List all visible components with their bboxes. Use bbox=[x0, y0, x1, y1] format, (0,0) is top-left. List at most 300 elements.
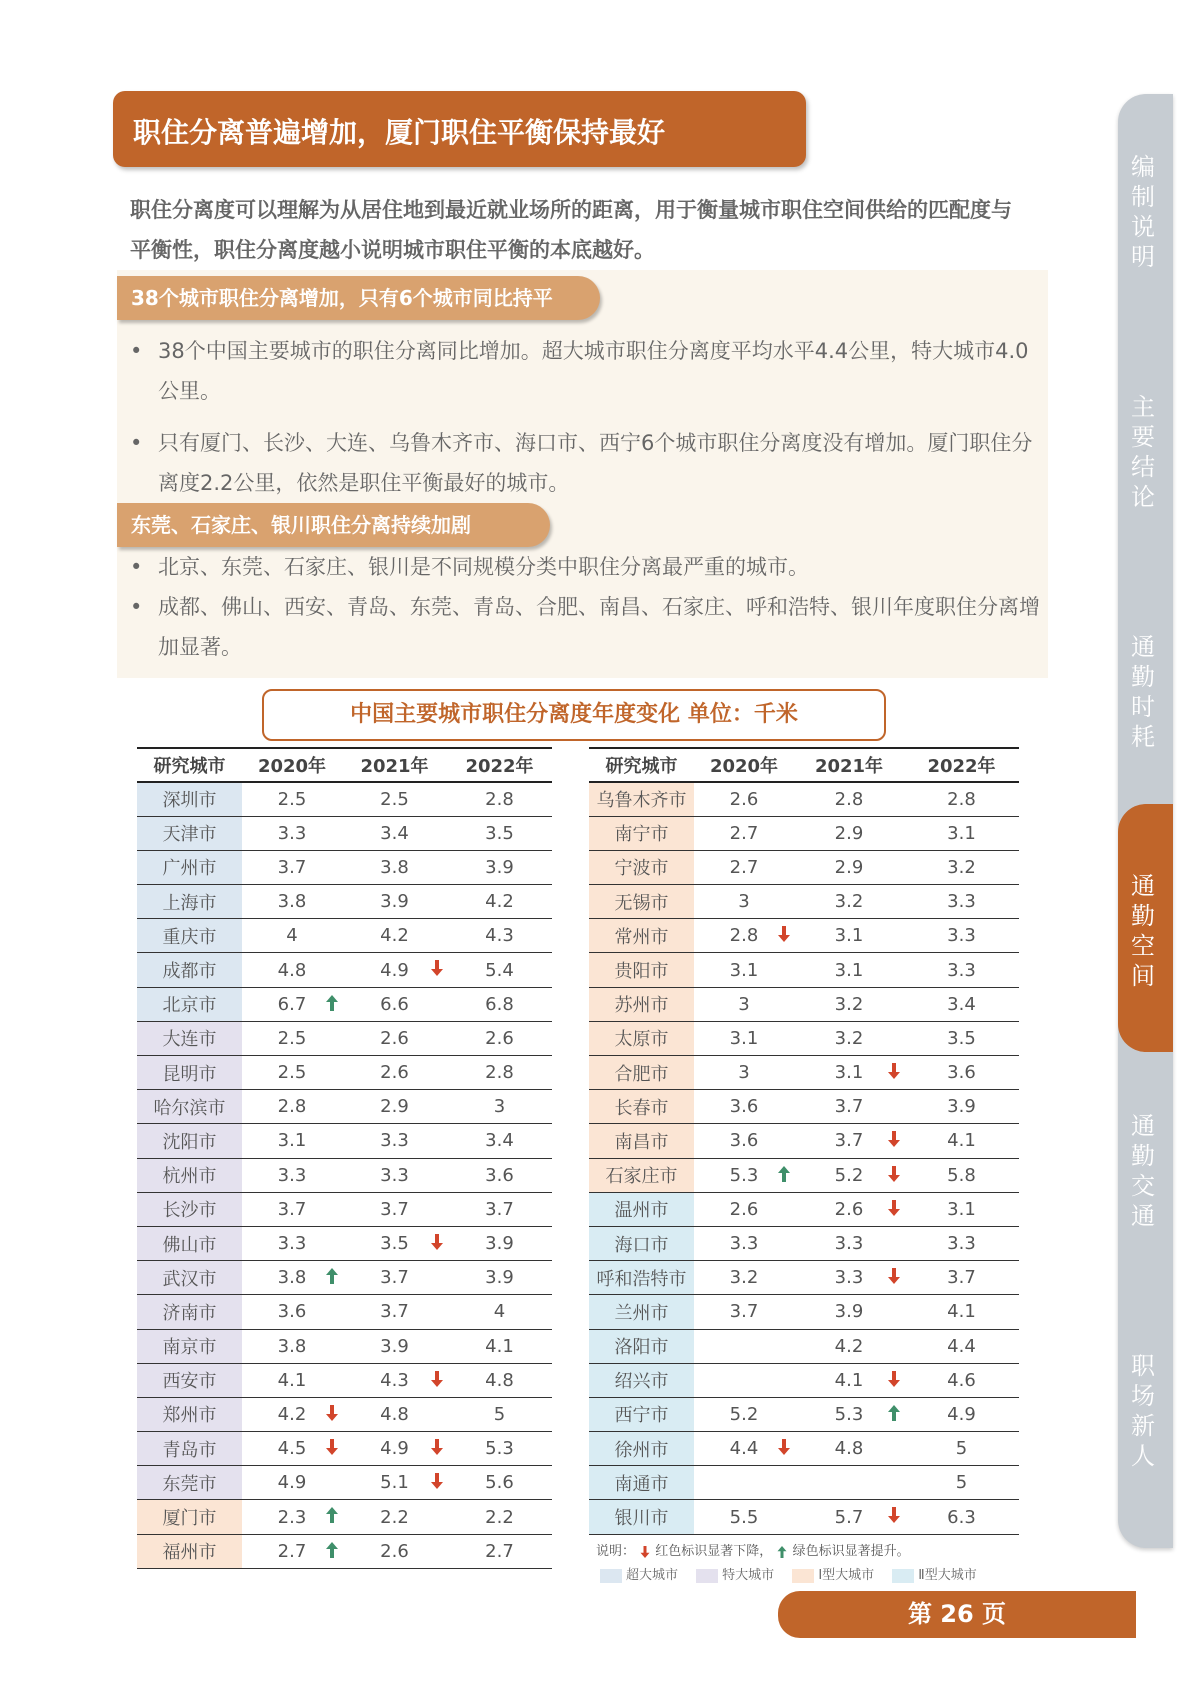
value-2020-cell bbox=[694, 850, 794, 884]
value-2020-cell bbox=[242, 1226, 342, 1260]
city-cell bbox=[589, 850, 694, 884]
table-row bbox=[137, 1021, 552, 1055]
value-2022-text: 6.3 bbox=[947, 1506, 976, 1528]
city-cell bbox=[589, 1021, 694, 1055]
table-row bbox=[589, 953, 1019, 987]
value-2021-text: 3.3 bbox=[380, 1164, 409, 1186]
value-2021-text: 4.1 bbox=[834, 1369, 864, 1391]
value-2020-cell bbox=[242, 1056, 342, 1090]
value-2022-cell bbox=[904, 1192, 1019, 1226]
value-2021-text: 3.8 bbox=[380, 856, 409, 878]
city-cell bbox=[137, 885, 242, 919]
sidebar-item-zhichangxinren[interactable]: 职场新人 bbox=[1131, 1352, 1155, 1470]
city-cell bbox=[137, 1226, 242, 1260]
city-text: 济南市 bbox=[162, 1302, 217, 1324]
value-2020-cell bbox=[694, 1158, 794, 1192]
city-text: 长沙市 bbox=[162, 1200, 217, 1222]
value-2020-cell bbox=[242, 1432, 342, 1466]
city-cell bbox=[589, 1466, 694, 1500]
value-2022-text: 4 bbox=[493, 1301, 506, 1323]
city-text: 合肥市 bbox=[614, 1063, 669, 1085]
city-text: 贵阳市 bbox=[614, 961, 669, 983]
value-2021-cell bbox=[342, 1466, 447, 1500]
arrow-up-icon bbox=[324, 1267, 340, 1285]
arrow-down-icon bbox=[886, 1062, 902, 1080]
arrow-up-icon bbox=[776, 1165, 792, 1183]
value-2021-text: 2.6 bbox=[380, 1062, 409, 1084]
value-2021-cell bbox=[342, 885, 447, 919]
sidebar-item-tongqinjiaotong[interactable]: 通勤交通 bbox=[1131, 1112, 1155, 1230]
value-2020-text: 3.7 bbox=[277, 856, 307, 878]
value-2020-cell bbox=[694, 1261, 794, 1295]
legend-swatch bbox=[792, 1569, 814, 1583]
value-2021-cell bbox=[794, 1397, 904, 1431]
value-2020-text: 3.7 bbox=[277, 1198, 307, 1220]
arrow-down-icon bbox=[324, 1404, 340, 1422]
value-2020-text: 3.3 bbox=[277, 1233, 307, 1255]
value-2021-cell bbox=[794, 1056, 904, 1090]
value-2020-cell bbox=[242, 1534, 342, 1568]
value-2021-cell bbox=[342, 953, 447, 987]
section-header-title: 职住分离普遍增加，厦门职住平衡保持最好 bbox=[133, 116, 666, 149]
city-text: 石家庄市 bbox=[605, 1166, 678, 1188]
value-2020-text: 2.3 bbox=[277, 1506, 307, 1528]
value-2020-cell bbox=[242, 1397, 342, 1431]
city-table-right bbox=[589, 747, 1019, 1535]
city-text: 南京市 bbox=[162, 1337, 217, 1359]
value-2021-text: 3.9 bbox=[380, 1335, 409, 1357]
city-text: 徐州市 bbox=[614, 1439, 669, 1461]
value-2021-cell bbox=[794, 1329, 904, 1363]
city-table-left bbox=[137, 747, 552, 1569]
header-2021: 2021年 bbox=[794, 748, 904, 782]
value-2021-cell bbox=[794, 1226, 904, 1260]
city-text: 昆明市 bbox=[162, 1063, 217, 1085]
arrow-up-icon bbox=[324, 994, 340, 1012]
table-row bbox=[589, 987, 1019, 1021]
value-2021-cell bbox=[342, 1363, 447, 1397]
value-2021-text: 3.3 bbox=[834, 1233, 864, 1255]
value-2021-text: 5.7 bbox=[834, 1506, 864, 1528]
value-2021-text: 6.6 bbox=[380, 993, 409, 1015]
value-2022-cell bbox=[904, 1363, 1019, 1397]
value-2022-cell bbox=[447, 1363, 552, 1397]
value-2021-text: 4.8 bbox=[380, 1403, 409, 1425]
value-2022-cell bbox=[447, 1056, 552, 1090]
value-2022-cell bbox=[904, 1329, 1019, 1363]
value-2022-cell bbox=[447, 1021, 552, 1055]
list-item bbox=[130, 423, 1040, 503]
value-2022-text: 3.5 bbox=[947, 1027, 976, 1049]
city-cell bbox=[137, 919, 242, 953]
value-2021-cell bbox=[342, 816, 447, 850]
value-2021-text: 2.6 bbox=[834, 1198, 864, 1220]
city-cell bbox=[589, 782, 694, 816]
bullet-marker: • bbox=[130, 555, 143, 579]
sidebar-item-tongqinkongjian[interactable]: 通勤空间 bbox=[1131, 872, 1155, 990]
value-2020-cell bbox=[694, 1500, 794, 1534]
value-2022-text: 2.6 bbox=[485, 1027, 514, 1049]
section1-tag: 38个城市职住分离增加，只有6个城市同比持平 bbox=[117, 276, 600, 320]
value-2021-cell bbox=[794, 816, 904, 850]
value-2021-cell bbox=[342, 1295, 447, 1329]
value-2022-cell bbox=[904, 1295, 1019, 1329]
value-2020-cell bbox=[242, 987, 342, 1021]
table-header-row bbox=[589, 748, 1019, 782]
value-2020-text: 3.7 bbox=[729, 1301, 759, 1323]
city-text: 成都市 bbox=[162, 961, 217, 983]
note-down-text: 红色标识显著下降， bbox=[655, 1544, 773, 1559]
sidebar-item-bianzhishuoming[interactable]: 编制说明 bbox=[1131, 153, 1155, 271]
arrow-down-icon bbox=[886, 1130, 902, 1148]
value-2022-text: 2.8 bbox=[947, 788, 976, 810]
city-text: 佛山市 bbox=[162, 1234, 217, 1256]
value-2020-cell bbox=[694, 1466, 794, 1500]
city-cell bbox=[137, 1090, 242, 1124]
value-2022-cell bbox=[447, 1466, 552, 1500]
value-2021-text: 2.5 bbox=[380, 788, 409, 810]
value-2022-text: 5.8 bbox=[947, 1164, 976, 1186]
table-row bbox=[137, 1432, 552, 1466]
value-2020-cell bbox=[242, 1363, 342, 1397]
value-2022-text: 5.4 bbox=[485, 959, 514, 981]
value-2020-text: 2.7 bbox=[277, 1540, 307, 1562]
value-2020-text: 6.7 bbox=[277, 993, 307, 1015]
arrow-down-icon bbox=[429, 1233, 445, 1251]
value-2022-cell bbox=[447, 782, 552, 816]
city-cell bbox=[137, 1534, 242, 1568]
legend-label: 特大城市 bbox=[722, 1568, 775, 1583]
city-text: 南宁市 bbox=[614, 824, 669, 846]
city-cell bbox=[137, 1261, 242, 1295]
arrow-down-icon bbox=[776, 925, 792, 943]
city-cell bbox=[589, 953, 694, 987]
table-row bbox=[589, 1363, 1019, 1397]
value-2021-text: 2.2 bbox=[380, 1506, 409, 1528]
legend-item-super bbox=[600, 1564, 678, 1583]
table-row bbox=[137, 1261, 552, 1295]
city-cell bbox=[589, 1192, 694, 1226]
list-item bbox=[130, 547, 1040, 587]
header-2020: 2020年 bbox=[242, 748, 342, 782]
table-row bbox=[589, 1158, 1019, 1192]
value-2022-cell bbox=[904, 1056, 1019, 1090]
value-2020-cell bbox=[694, 1226, 794, 1260]
arrow-down-icon bbox=[886, 1370, 902, 1388]
value-2020-cell bbox=[242, 919, 342, 953]
city-cell bbox=[137, 1158, 242, 1192]
value-2021-cell bbox=[794, 1363, 904, 1397]
city-cell bbox=[137, 1021, 242, 1055]
value-2021-cell bbox=[342, 1329, 447, 1363]
value-2021-text: 2.9 bbox=[834, 822, 864, 844]
list-item bbox=[130, 587, 1040, 667]
city-text: 银川市 bbox=[614, 1508, 669, 1530]
city-cell bbox=[589, 1124, 694, 1158]
value-2020-text: 3.3 bbox=[277, 822, 307, 844]
city-cell bbox=[137, 850, 242, 884]
city-cell bbox=[589, 1226, 694, 1260]
value-2021-cell bbox=[794, 1261, 904, 1295]
value-2020-cell bbox=[694, 816, 794, 850]
city-cell bbox=[589, 816, 694, 850]
value-2022-text: 3.7 bbox=[947, 1267, 976, 1289]
table-row bbox=[137, 782, 552, 816]
value-2022-text: 3.3 bbox=[947, 959, 976, 981]
city-text: 杭州市 bbox=[162, 1166, 217, 1188]
value-2022-cell bbox=[447, 1158, 552, 1192]
value-2021-text: 3.3 bbox=[380, 1130, 409, 1152]
value-2022-cell bbox=[447, 885, 552, 919]
city-cell bbox=[137, 816, 242, 850]
value-2022-cell bbox=[904, 1226, 1019, 1260]
city-text: 兰州市 bbox=[614, 1302, 669, 1324]
value-2020-text: 4 bbox=[286, 925, 298, 947]
value-2020-cell bbox=[694, 1397, 794, 1431]
arrow-down-icon bbox=[429, 1438, 445, 1456]
value-2021-cell bbox=[794, 1021, 904, 1055]
table-row bbox=[589, 850, 1019, 884]
table-row bbox=[589, 1397, 1019, 1431]
value-2021-cell bbox=[794, 919, 904, 953]
city-text: 重庆市 bbox=[162, 926, 217, 948]
value-2021-text: 3.4 bbox=[380, 822, 409, 844]
value-2021-text: 4.8 bbox=[834, 1438, 864, 1460]
table-row bbox=[137, 987, 552, 1021]
city-text: 郑州市 bbox=[162, 1405, 217, 1427]
table-row bbox=[137, 1295, 552, 1329]
value-2022-cell bbox=[447, 987, 552, 1021]
value-2020-text: 2.5 bbox=[277, 1027, 307, 1049]
city-cell bbox=[589, 1329, 694, 1363]
table-row bbox=[137, 919, 552, 953]
bullet-text: 只有厦门、长沙、大连、乌鲁木齐市、海口市、西宁6个城市职住分离度没有增加。厦门职住分离度2.2公里，依然是职住平衡最好的城市。 bbox=[158, 431, 1033, 495]
city-text: 厦门市 bbox=[162, 1508, 217, 1530]
value-2022-cell bbox=[904, 782, 1019, 816]
value-2020-text: 5.2 bbox=[729, 1403, 759, 1425]
city-cell bbox=[589, 1432, 694, 1466]
value-2022-cell bbox=[904, 850, 1019, 884]
value-2022-cell bbox=[447, 1090, 552, 1124]
value-2021-text: 3.2 bbox=[834, 993, 864, 1015]
header-2020: 2020年 bbox=[694, 748, 794, 782]
value-2022-text: 3.3 bbox=[947, 891, 976, 913]
header-city: 研究城市 bbox=[589, 748, 694, 782]
value-2021-cell bbox=[794, 1466, 904, 1500]
legend-item-t2 bbox=[892, 1564, 976, 1583]
value-2021-cell bbox=[794, 1124, 904, 1158]
value-2020-text: 2.8 bbox=[729, 925, 759, 947]
city-cell bbox=[137, 1056, 242, 1090]
value-2021-cell bbox=[794, 1500, 904, 1534]
value-2021-text: 3.1 bbox=[834, 959, 864, 981]
value-2020-text: 2.6 bbox=[729, 788, 759, 810]
value-2021-cell bbox=[794, 1158, 904, 1192]
table-row bbox=[137, 1056, 552, 1090]
value-2020-cell bbox=[242, 1158, 342, 1192]
value-2021-cell bbox=[342, 1500, 447, 1534]
value-2022-cell bbox=[904, 1397, 1019, 1431]
value-2021-text: 3.2 bbox=[834, 891, 864, 913]
value-2022-cell bbox=[447, 1261, 552, 1295]
arrow-down-icon bbox=[886, 1506, 902, 1524]
value-2022-text: 4.1 bbox=[947, 1130, 976, 1152]
arrow-down-icon bbox=[639, 1545, 651, 1559]
legend-swatch bbox=[892, 1569, 914, 1583]
city-text: 哈尔滨市 bbox=[153, 1097, 226, 1119]
value-2022-text: 3.7 bbox=[485, 1198, 514, 1220]
value-2022-text: 2.2 bbox=[485, 1506, 514, 1528]
city-cell bbox=[137, 987, 242, 1021]
city-cell bbox=[589, 1397, 694, 1431]
value-2022-cell bbox=[447, 1534, 552, 1568]
city-cell bbox=[137, 1432, 242, 1466]
bullet-marker: • bbox=[130, 431, 143, 455]
table-header-row bbox=[137, 748, 552, 782]
city-text: 青岛市 bbox=[162, 1439, 217, 1461]
value-2020-cell bbox=[694, 1124, 794, 1158]
value-2022-cell bbox=[447, 1329, 552, 1363]
value-2020-cell bbox=[694, 1021, 794, 1055]
table-body bbox=[137, 782, 552, 1568]
value-2022-cell bbox=[447, 1226, 552, 1260]
value-2022-text: 3.1 bbox=[947, 1198, 976, 1220]
value-2021-cell bbox=[794, 987, 904, 1021]
value-2022-cell bbox=[447, 919, 552, 953]
value-2020-text: 4.9 bbox=[277, 1472, 307, 1494]
value-2022-text: 4.4 bbox=[947, 1335, 976, 1357]
city-cell bbox=[137, 1466, 242, 1500]
value-2022-text: 2.8 bbox=[485, 788, 514, 810]
table-row bbox=[137, 1329, 552, 1363]
table-body bbox=[589, 782, 1019, 1534]
value-2020-text: 3.3 bbox=[729, 1233, 759, 1255]
value-2022-cell bbox=[447, 1432, 552, 1466]
legend-swatch bbox=[600, 1569, 622, 1583]
table-row bbox=[137, 1363, 552, 1397]
table-row bbox=[137, 1192, 552, 1226]
value-2021-cell bbox=[342, 1261, 447, 1295]
value-2022-text: 3 bbox=[493, 1096, 506, 1118]
value-2022-text: 3.3 bbox=[947, 1233, 976, 1255]
value-2022-cell bbox=[904, 1500, 1019, 1534]
arrow-up-icon bbox=[324, 1541, 340, 1559]
value-2020-cell bbox=[242, 1466, 342, 1500]
value-2022-text: 5 bbox=[493, 1403, 506, 1425]
table-row bbox=[589, 1261, 1019, 1295]
table-row bbox=[589, 1090, 1019, 1124]
value-2020-cell bbox=[242, 1124, 342, 1158]
value-2022-cell bbox=[447, 953, 552, 987]
value-2022-text: 3.6 bbox=[485, 1164, 514, 1186]
table-row bbox=[137, 885, 552, 919]
arrow-up-icon bbox=[776, 1545, 788, 1559]
value-2020-text: 2.5 bbox=[277, 788, 307, 810]
table-row bbox=[137, 816, 552, 850]
table-row bbox=[589, 1192, 1019, 1226]
value-2021-text: 3.5 bbox=[380, 1233, 409, 1255]
value-2021-text: 4.2 bbox=[834, 1335, 864, 1357]
header-2022: 2022年 bbox=[447, 748, 552, 782]
table-row bbox=[589, 1500, 1019, 1534]
value-2021-text: 2.9 bbox=[380, 1096, 409, 1118]
value-2022-text: 4.1 bbox=[485, 1335, 514, 1357]
city-text: 长春市 bbox=[614, 1097, 669, 1119]
value-2020-text: 3.2 bbox=[729, 1267, 759, 1289]
city-cell bbox=[589, 885, 694, 919]
value-2022-cell bbox=[904, 1158, 1019, 1192]
city-text: 天津市 bbox=[162, 824, 217, 846]
value-2020-cell bbox=[694, 1363, 794, 1397]
value-2022-text: 5 bbox=[955, 1472, 968, 1494]
value-2021-text: 3.7 bbox=[834, 1130, 864, 1152]
value-2020-text: 3.1 bbox=[729, 959, 759, 981]
value-2021-text: 2.6 bbox=[380, 1540, 409, 1562]
value-2022-text: 3.2 bbox=[947, 856, 976, 878]
value-2022-cell bbox=[904, 1090, 1019, 1124]
value-2021-cell bbox=[342, 1397, 447, 1431]
value-2022-text: 6.8 bbox=[485, 993, 514, 1015]
value-2020-cell bbox=[242, 816, 342, 850]
value-2022-text: 3.6 bbox=[947, 1062, 976, 1084]
city-text: 绍兴市 bbox=[614, 1371, 669, 1393]
note-prefix: 说明： bbox=[596, 1544, 636, 1559]
value-2020-text: 3 bbox=[738, 891, 750, 913]
city-cell bbox=[589, 1261, 694, 1295]
value-2022-cell bbox=[904, 1466, 1019, 1500]
value-2021-text: 4.9 bbox=[380, 959, 409, 981]
value-2020-cell bbox=[242, 1261, 342, 1295]
city-cell bbox=[137, 782, 242, 816]
list-item bbox=[130, 331, 1040, 411]
city-text: 武汉市 bbox=[162, 1268, 217, 1290]
value-2022-text: 4.3 bbox=[485, 925, 514, 947]
value-2021-text: 3.9 bbox=[834, 1301, 864, 1323]
city-cell bbox=[589, 1056, 694, 1090]
city-text: 东莞市 bbox=[162, 1473, 217, 1495]
value-2021-text: 5.2 bbox=[834, 1164, 864, 1186]
value-2022-cell bbox=[904, 816, 1019, 850]
city-text: 无锡市 bbox=[614, 892, 669, 914]
value-2020-cell bbox=[694, 885, 794, 919]
value-2021-cell bbox=[342, 919, 447, 953]
table-row bbox=[589, 1295, 1019, 1329]
value-2021-cell bbox=[342, 1090, 447, 1124]
value-2022-cell bbox=[447, 1397, 552, 1431]
city-cell bbox=[137, 1363, 242, 1397]
city-text: 西安市 bbox=[162, 1371, 217, 1393]
table-row bbox=[589, 1329, 1019, 1363]
value-2020-cell bbox=[694, 919, 794, 953]
value-2020-cell bbox=[694, 987, 794, 1021]
table-row bbox=[589, 1466, 1019, 1500]
legend-label: 超大城市 bbox=[626, 1568, 679, 1583]
value-2020-text: 4.1 bbox=[277, 1369, 307, 1391]
sidebar-item-tongqinshihao[interactable]: 通勤时耗 bbox=[1131, 633, 1155, 751]
value-2020-text: 3.8 bbox=[277, 1267, 307, 1289]
arrow-down-icon bbox=[886, 1199, 902, 1217]
value-2022-text: 3.9 bbox=[947, 1096, 976, 1118]
value-2022-cell bbox=[904, 1021, 1019, 1055]
section-header bbox=[113, 91, 806, 167]
value-2022-text: 5 bbox=[955, 1438, 968, 1460]
value-2020-cell bbox=[242, 1329, 342, 1363]
sidebar-item-zhuyaojielun[interactable]: 主要结论 bbox=[1131, 393, 1155, 511]
city-text: 福州市 bbox=[162, 1542, 217, 1564]
value-2022-text: 4.6 bbox=[947, 1369, 976, 1391]
value-2021-text: 5.3 bbox=[834, 1403, 864, 1425]
value-2022-text: 3.3 bbox=[947, 925, 976, 947]
